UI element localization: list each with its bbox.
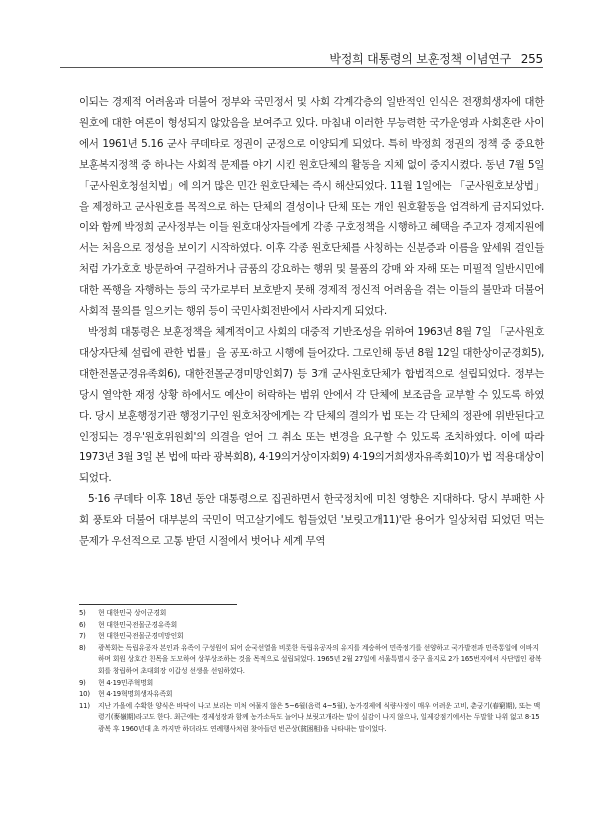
footnote-rule	[79, 604, 237, 605]
page-number: 255	[520, 52, 543, 66]
running-head	[329, 50, 543, 67]
running-title: 박정희 대통령의 보훈정책 이념연구	[329, 52, 512, 66]
footnote-text: 현 4·19민주혁명회	[98, 678, 154, 687]
footnotes	[79, 608, 544, 736]
footnote	[79, 701, 544, 736]
footnote-text: 지난 가을에 수확한 양식은 바닥이 나고 보리는 미처 여물지 않은 5~6월(음력 4~5월), 농가경제에 식량사정이 매우 어려운 고비, 춘궁기(春窮期), 또는 맥령기(麥嶺期)라고도 한다. 최근에는 경제성장과 함께 농가소득도 늘어나 보릿고개라는 말이 실감이 나지 않으나, 일제강점기에서는 두말할 나위 없고 8·15광복 후 1960년대 초 까지만 하더라도 연례행사처럼 찾아들던 빈곤상(貧困相)을 나타내는 말이었다.	[98, 701, 541, 733]
footnote-number: 8)	[79, 643, 86, 652]
footnote-number: 7)	[79, 632, 86, 641]
footnote-number: 10)	[79, 690, 90, 699]
body-text	[79, 92, 544, 552]
footnote	[79, 608, 544, 620]
header-rule	[60, 67, 543, 68]
footnote	[79, 678, 544, 690]
footnote	[79, 643, 544, 678]
footnote-number: 9)	[79, 678, 86, 687]
paragraph: 이되는 경제적 어려움과 더불어 정부와 국민정서 및 사회 각계각층의 일반적인 인식은 전쟁희생자에 대한 원호에 대한 여론이 형성되지 않았음을 보여주고 있다. 마침내 이러한 무능력한 국가운영과 사회혼란 사이에서 1961년 5.16 군사 쿠데타로 정권이 군정으로 이양되게 되었다. 특히 박정희 정권의 정책 중 중요한 보훈복지정책 중 하나는 사회적 문제를 야기 시킨 원호단체의 활동을 지체 없이 중지시켰다. 동년 7월 5일 「군사원호청설치법」에 의거 많은 민간 원호단체는 즉시 해산되었다. 11월 1일에는 「군사원호보상법」을 제정하고 군사원호를 목적으로 하는 단체의 결성이나 단체 또는 개인 원호활동을 엄격하게 금지되었다. 이와 함께 박정희 군사정부는 이들 원호대상자들에게 각종 구호정책을 시행하고 혜택을 주고자 경제지원에서는 처음으로 정성을 보이기 시작하였다. 이후 각종 원호단체를 사칭하는 신분증과 이름을 앞세워 걸인들처럼 가가호호 방문하여 구걸하거나 금품의 강요하는 행위 및 물품의 강매 와 자해 또는 미필적 일반시민에 대한 폭행을 자행하는 등의 국가로부터 보호받지 못해 경제적 정신적 어려움을 겪는 이들의 불만과 더불어 사회적 물의를 일으키는 행위 등이 국민사회전반에서 사라지게 되었다.	[79, 96, 544, 318]
footnote	[79, 689, 544, 701]
paragraph: 박정희 대통령은 보훈정책을 체계적이고 사회의 대중적 기반조성을 위하여 1963년 8월 7일 「군사원호대상자단체 설립에 관한 법률」을 공포·하고 시행에 들어갔다. 그로인해 동년 8월 12일 대한상이군경회5), 대한전몰군경유족회6), 대한전몰군경미망인회7) 등 3개 군사원호단체가 합법적으로 설립되었다. 정부는 당시 열악한 재정 상황 하에서도 예산이 허락하는 범위 안에서 각 단체에 보조금을 교부할 수 있도록 하였다. 당시 보훈행정기관 행정기구인 원호처장에게는 각 단체의 결의가 법 또는 각 단체의 정관에 위반된다고 인정되는 경우'원호위원회'의 의결을 얻어 그 취소 또는 변경을 요구할 수 있도록 조치하였다. 이에 따라 1973년 3월 3일 본 법에 따라 광복회8), 4·19의거상이자회9) 4·19의거희생자유족회10)가 법 적용대상이 되었다.	[79, 325, 544, 485]
footnote-text: 현 4·19혁명희생자유족회	[98, 690, 173, 699]
footnote-text: 현 대한민국전몰군경미망인회	[98, 632, 184, 641]
footnote-number: 11)	[79, 701, 90, 710]
footnote-text: 현 대한민국 상이군경회	[98, 609, 167, 617]
footnote-number: 6)	[79, 620, 86, 629]
footnote-text: 광복회는 독립유공자 본인과 유족이 구성원이 되어 순국선열을 비롯한 독립유공자의 유지를 계승하여 민족정기를 선양하고 국가발전과 민족통일에 이바지하며 회원 상호간 친목을 도모하여 상부상조하는 것을 목적으로 설립되었다. 1965년 2월 27일에 서울특별시 중구 을지로 2가 165번지에서 사단법인 광복회를 창립하여 초대회장 이갑성 선생을 선임하였다.	[98, 643, 542, 675]
footnote-text: 현 대한민국전몰군경유족회	[98, 620, 177, 629]
footnote	[79, 620, 544, 632]
footnote	[79, 631, 544, 643]
footnote-number: 5)	[79, 609, 86, 617]
paragraph: 5·16 쿠데타 이후 18년 동안 대통령으로 집권하면서 한국정치에 미친 영향은 지대하다. 당시 부패한 사회 풍토와 더불어 대부분의 국민이 먹고살기에도 힘들었던 '보릿고개11)'란 용어가 일상처럼 되었던 먹는 문제가 우선적으로 고통 받던 시절에서 벗어나 세계 무역	[79, 493, 544, 548]
